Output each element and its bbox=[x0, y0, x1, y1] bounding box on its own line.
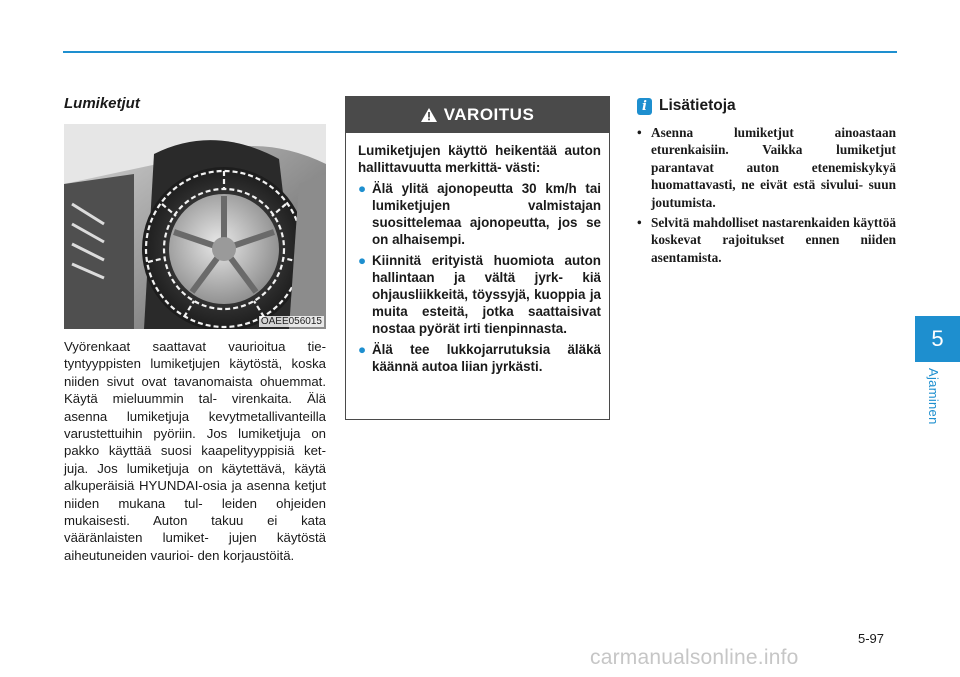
info-item-text: Selvitä mahdolliset nastarenkaiden käyttöä koskevat rajoitukset ennen niiden asentamista. bbox=[651, 215, 896, 265]
page-number: 5-97 bbox=[858, 631, 885, 646]
body-text bbox=[64, 338, 326, 564]
wheel-with-chain-illustration bbox=[64, 124, 326, 329]
bullet-icon: ● bbox=[358, 342, 367, 357]
section-title: Lumiketjut bbox=[64, 95, 140, 112]
info-item bbox=[637, 214, 896, 266]
bullet-icon: ● bbox=[358, 253, 367, 268]
warning-header bbox=[346, 97, 609, 133]
body-line: leiden ohjeiden mukaisesti. Auton bbox=[64, 495, 326, 529]
warning-item bbox=[358, 341, 601, 375]
warning-item-text: Älä tee lukkojarrutuksia äläkä käännä autoa liian jyrkästi. bbox=[372, 342, 601, 374]
info-item-text: Asenna lumiketjut ainoastaan eturenkaisiin. Vaikka lumiketjut parantavat auton etenemiskykyä huomattavasti, ne eivät estä sivului- suun joutumista. bbox=[651, 125, 896, 210]
warning-triangle-icon bbox=[421, 108, 437, 122]
body-line: den korjaustöitä. bbox=[197, 547, 295, 563]
body-line: koska niiden sivut ovat tavanomaista bbox=[64, 356, 326, 389]
warning-box bbox=[345, 96, 610, 420]
header-rule bbox=[63, 51, 897, 53]
body-line: tyntyyppisten lumiketjujen käytöstä, bbox=[64, 356, 283, 372]
body-line: jujen käytöstä aiheutuneiden vaurioi- bbox=[64, 530, 326, 563]
body-line: käytä alkuperäisiä HYUNDAI-osia ja bbox=[64, 460, 326, 494]
body-line: asenna ketjut niiden mukana tul- bbox=[64, 478, 326, 511]
warning-intro: Lumiketjujen käyttö heikentää auton hallittavuutta merkittä- västi: bbox=[358, 143, 601, 175]
chapter-number-tab: 5 bbox=[915, 316, 960, 362]
body-line: juja. Jos lumiketjuja on käytettävä, bbox=[64, 460, 286, 476]
body-line: virenkaita. Älä asenna lumiketjuja bbox=[64, 391, 327, 424]
bullet-icon: ● bbox=[358, 181, 367, 196]
info-item bbox=[637, 124, 896, 211]
warning-title: VAROITUS bbox=[443, 105, 535, 124]
info-list bbox=[637, 124, 896, 266]
body-line: pyöriin. Jos lumiketjuja on pakko bbox=[64, 426, 326, 459]
snow-chain-photo bbox=[64, 124, 326, 329]
body-line: kevytmetallivanteilla varustettuihin bbox=[64, 408, 326, 442]
body-line: ohuemmat. Käytä mieluummin tal- bbox=[64, 373, 326, 407]
bullet-icon: • bbox=[637, 215, 642, 231]
info-icon: i bbox=[637, 98, 652, 115]
image-code: OAEE056015 bbox=[260, 316, 322, 327]
info-section bbox=[637, 96, 896, 269]
warning-list bbox=[358, 180, 601, 375]
warning-item bbox=[358, 252, 601, 337]
body-line: Vyörenkaat saattavat vaurioitua tie- bbox=[64, 339, 326, 354]
info-title: Lisätietoja bbox=[659, 97, 736, 114]
warning-item-text: Kiinnitä erityistä huomiota auton hallintaan ja vältä jyrk- kiä ohjausliikkeitä, töyssyjä, kuoppia ja muita esteitä, jotka saattaisivat nostaa pyörät irti tienpinnasta. bbox=[372, 253, 601, 336]
bullet-icon: • bbox=[637, 125, 642, 140]
body-line: takuu ei kata vääränlaisten lumiket- bbox=[64, 513, 326, 546]
warning-item bbox=[358, 180, 601, 248]
watermark: carmanualsonline.info bbox=[590, 646, 799, 669]
chapter-name: Ajaminen bbox=[926, 368, 941, 425]
body-line: käyttää suosi kaapelityyppisiä ket- bbox=[108, 443, 326, 459]
warning-item-text: Älä ylitä ajonopeutta 30 km/h tai lumiketjujen valmistajan suosittelemaa ajonopeutta, jos se on alhaisempi. bbox=[372, 181, 601, 247]
